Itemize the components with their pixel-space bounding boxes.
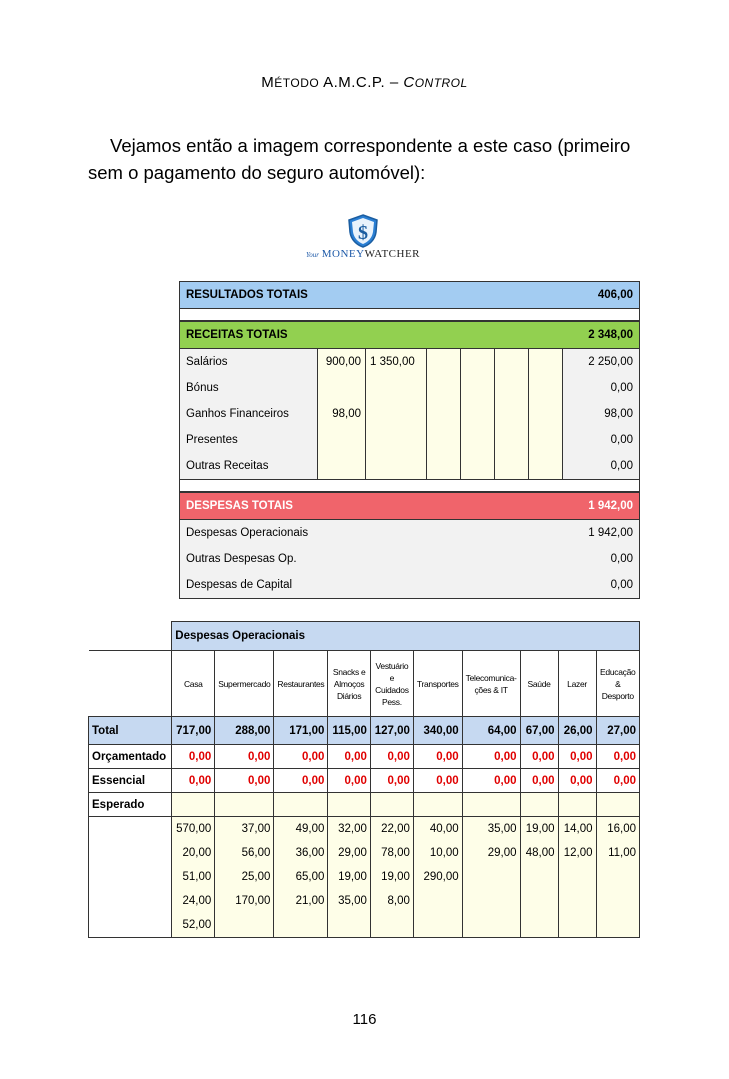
- orcamentado-label: Orçamentado: [89, 745, 172, 769]
- column-header: Casa: [172, 651, 215, 717]
- column-header: Telecomunica- ções & IT: [462, 651, 520, 717]
- essencial-cell: 0,00: [596, 769, 639, 793]
- orcamentado-cell: 0,00: [370, 745, 413, 769]
- esperado-cell: [413, 793, 462, 817]
- expense-values-cell: 14,00 12,00: [558, 817, 596, 938]
- expense-values-cell: 16,00 11,00: [596, 817, 639, 938]
- total-cell: 127,00: [370, 717, 413, 745]
- column-header: Lazer: [558, 651, 596, 717]
- esperado-cell: [462, 793, 520, 817]
- despesas-row: Outras Despesas Op. 0,00: [180, 546, 639, 572]
- total-cell: 64,00: [462, 717, 520, 745]
- summary-table: [179, 281, 640, 599]
- esperado-cell: [596, 793, 639, 817]
- total-cell: 340,00: [413, 717, 462, 745]
- despesas-band: DESPESAS TOTAIS 1 942,00: [180, 492, 639, 520]
- essencial-cell: 0,00: [370, 769, 413, 793]
- orcamentado-cell: 0,00: [596, 745, 639, 769]
- expense-values-cell: 37,00 56,00 25,00 170,00: [215, 817, 274, 938]
- receitas-row: Bónus 0,00: [180, 375, 639, 401]
- expense-values-cell: 40,00 10,00 290,00: [413, 817, 462, 938]
- total-cell: 115,00: [328, 717, 371, 745]
- column-header: Saúde: [520, 651, 558, 717]
- despesas-row: Despesas Operacionais 1 942,00: [180, 520, 639, 546]
- essencial-cell: 0,00: [215, 769, 274, 793]
- orcamentado-cell: 0,00: [328, 745, 371, 769]
- body-paragraph: Vejamos então a imagem correspondente a este caso (primeiro sem o pagamento do seguro automóvel):: [88, 135, 631, 183]
- receitas-row: Salários 900,00 1 350,00 2 250,00: [180, 349, 639, 375]
- column-header: Vestuário e Cuidados Pess.: [370, 651, 413, 717]
- column-header: Restaurantes: [274, 651, 328, 717]
- receitas-row: Ganhos Financeiros 98,00 98,00: [180, 401, 639, 427]
- operacionais-title: Despesas Operacionais: [172, 622, 640, 651]
- essencial-label: Essencial: [89, 769, 172, 793]
- esperado-cell: [520, 793, 558, 817]
- total-cell: 717,00: [172, 717, 215, 745]
- receitas-row: Presentes 0,00: [180, 427, 639, 453]
- total-cell: 27,00: [596, 717, 639, 745]
- essencial-cell: 0,00: [274, 769, 328, 793]
- esperado-cell: [215, 793, 274, 817]
- orcamentado-cell: 0,00: [520, 745, 558, 769]
- total-cell: 67,00: [520, 717, 558, 745]
- resultados-band: RESULTADOS TOTAIS 406,00: [180, 282, 639, 309]
- orcamentado-cell: 0,00: [215, 745, 274, 769]
- esperado-cell: [370, 793, 413, 817]
- total-cell: 171,00: [274, 717, 328, 745]
- receitas-row: Outras Receitas 0,00: [180, 453, 639, 479]
- expense-values-cell: 49,00 36,00 65,00 21,00: [274, 817, 328, 938]
- esperado-cell: [328, 793, 371, 817]
- orcamentado-cell: 0,00: [274, 745, 328, 769]
- expense-values-cell: 32,00 29,00 19,00 35,00: [328, 817, 371, 938]
- essencial-cell: 0,00: [520, 769, 558, 793]
- total-cell: 26,00: [558, 717, 596, 745]
- orcamentado-cell: 0,00: [558, 745, 596, 769]
- expense-values-cell: 570,00 20,00 51,00 24,00 52,00: [172, 817, 215, 938]
- essencial-cell: 0,00: [172, 769, 215, 793]
- esperado-cell: [274, 793, 328, 817]
- operacionais-table: [88, 621, 640, 938]
- essencial-cell: 0,00: [413, 769, 462, 793]
- despesas-row: Despesas de Capital 0,00: [180, 572, 639, 598]
- expense-values-cell: 19,00 48,00: [520, 817, 558, 938]
- orcamentado-cell: 0,00: [413, 745, 462, 769]
- shield-icon: [346, 214, 380, 248]
- esperado-cell: [558, 793, 596, 817]
- page-number: 116: [352, 1011, 377, 1028]
- column-header: Snacks e Almoços Diários: [328, 651, 371, 717]
- orcamentado-cell: 0,00: [172, 745, 215, 769]
- moneywatcher-logo: $ Your MONEYWATCHER: [298, 214, 428, 264]
- essencial-cell: 0,00: [558, 769, 596, 793]
- total-cell: 288,00: [215, 717, 274, 745]
- svg-text:$: $: [358, 222, 368, 244]
- expense-values-cell: 22,00 78,00 19,00 8,00: [370, 817, 413, 938]
- essencial-cell: 0,00: [462, 769, 520, 793]
- column-header: Supermercado: [215, 651, 274, 717]
- expense-values-cell: 35,00 29,00: [462, 817, 520, 938]
- orcamentado-cell: 0,00: [462, 745, 520, 769]
- running-header: MÉTODO A.M.C.P. – CONTROL: [261, 74, 468, 91]
- column-header: Educação & Desporto: [596, 651, 639, 717]
- column-header: Transportes: [413, 651, 462, 717]
- esperado-label: Esperado: [89, 793, 172, 817]
- total-label: Total: [89, 717, 172, 745]
- essencial-cell: 0,00: [328, 769, 371, 793]
- esperado-cell: [172, 793, 215, 817]
- receitas-band: RECEITAS TOTAIS 2 348,00: [180, 321, 639, 349]
